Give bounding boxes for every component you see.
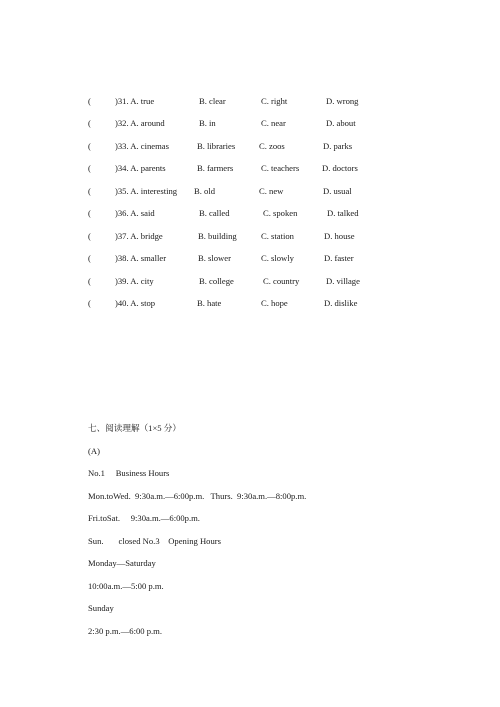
passage-line: 10:00a.m.—5:00 p.m. <box>88 581 164 591</box>
question-row <box>0 230 500 242</box>
question-stem: )35. A. interesting <box>115 186 178 196</box>
question-row <box>0 207 500 219</box>
option-d: D. talked <box>327 208 359 218</box>
answer-blank: ( <box>88 208 91 218</box>
passage-line: No.1 Business Hours <box>88 468 170 478</box>
question-row <box>0 140 500 152</box>
answer-blank: ( <box>88 163 91 173</box>
passage-label: (A) <box>88 446 100 456</box>
question-stem: )31. A. true <box>115 96 155 106</box>
option-d: D. usual <box>323 186 352 196</box>
question-row <box>0 252 500 264</box>
option-b: B. farmers <box>197 163 234 173</box>
option-b: B. college <box>199 276 234 286</box>
option-d: D. about <box>326 118 356 128</box>
question-row <box>0 162 500 174</box>
section-heading: 七、阅读理解（1×5 分） <box>88 423 181 433</box>
answer-blank: ( <box>88 231 91 241</box>
question-stem: )38. A. smaller <box>115 253 167 263</box>
question-row <box>0 95 500 107</box>
passage-line: Sunday <box>88 603 114 613</box>
question-stem: )36. A. said <box>115 208 155 218</box>
question-stem: )37. A. bridge <box>115 231 163 241</box>
question-row <box>0 117 500 129</box>
option-c: C. zoos <box>259 141 285 151</box>
question-stem: )39. A. city <box>115 276 154 286</box>
option-c: C. slowly <box>261 253 294 263</box>
option-d: D. wrong <box>326 96 359 106</box>
question-row <box>0 275 500 287</box>
option-c: C. right <box>261 96 288 106</box>
option-b: B. hate <box>197 298 222 308</box>
option-b: B. clear <box>199 96 226 106</box>
option-d: D. parks <box>323 141 353 151</box>
option-d: D. house <box>324 231 355 241</box>
answer-blank: ( <box>88 141 91 151</box>
option-c: C. near <box>261 118 286 128</box>
option-b: B. in <box>199 118 216 128</box>
passage-line: Monday—Saturday <box>88 558 156 568</box>
option-c: C. new <box>259 186 284 196</box>
option-b: B. slower <box>198 253 231 263</box>
option-b: B. libraries <box>197 141 236 151</box>
option-c: C. station <box>261 231 294 241</box>
passage-line: Mon.toWed. 9:30a.m.—6:00p.m. Thurs. 9:30a.m.—8:00p.m. <box>88 491 307 501</box>
answer-blank: ( <box>88 118 91 128</box>
question-stem: )32. A. around <box>115 118 165 128</box>
answer-blank: ( <box>88 276 91 286</box>
question-row <box>0 185 500 197</box>
option-d: D. dislike <box>324 298 358 308</box>
question-stem: )34. A. parents <box>115 163 166 173</box>
option-c: C. country <box>263 276 300 286</box>
answer-blank: ( <box>88 186 91 196</box>
passage-line: Sun. closed No.3 Opening Hours <box>88 536 221 546</box>
answer-blank: ( <box>88 298 91 308</box>
option-c: C. hope <box>261 298 288 308</box>
option-c: C. spoken <box>263 208 298 218</box>
option-d: D. village <box>326 276 360 286</box>
option-d: D. faster <box>324 253 354 263</box>
option-b: B. building <box>198 231 237 241</box>
question-row <box>0 297 500 309</box>
option-b: B. called <box>199 208 230 218</box>
answer-blank: ( <box>88 96 91 106</box>
option-b: B. old <box>194 186 216 196</box>
question-stem: )40. A. stop <box>115 298 156 308</box>
option-d: D. doctors <box>322 163 358 173</box>
question-stem: )33. A. cinemas <box>115 141 169 151</box>
passage-line: 2:30 p.m.—6:00 p.m. <box>88 626 163 636</box>
answer-blank: ( <box>88 253 91 263</box>
passage-line: Fri.toSat. 9:30a.m.—6:00p.m. <box>88 513 200 523</box>
option-c: C. teachers <box>261 163 300 173</box>
